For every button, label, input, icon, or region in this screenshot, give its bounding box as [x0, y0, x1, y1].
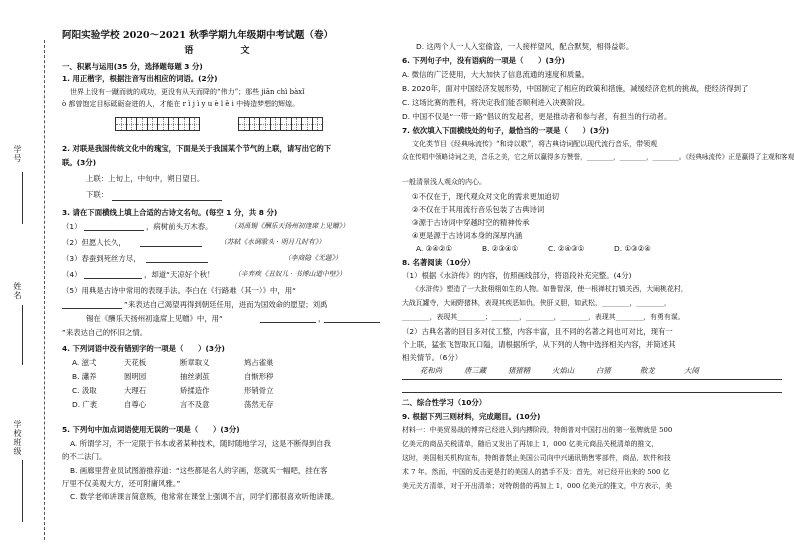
q7-choice[interactable]: B. ②③④①: [482, 244, 519, 253]
q3-5-text-4: ”来表达自己的怀旧之情。: [62, 328, 148, 337]
q3-2-source: （苏轼《水调歌头 · 明月几时有》）: [220, 238, 326, 246]
class-line: [22, 460, 23, 522]
name-line: [22, 305, 23, 365]
q2-answer-line[interactable]: [112, 200, 222, 201]
q4-option-word: 圆明园: [124, 372, 147, 381]
q1-answer-grid-2[interactable]: [238, 117, 322, 131]
q4-option-label[interactable]: C. 汲取: [72, 386, 97, 395]
q7-sentence: ①不仅在于，现代观众对文化的需求更加迫切: [412, 192, 560, 201]
q8-passage-3: ________，表现其________；________，________，________，表现其________，有勇有谋。: [402, 313, 685, 321]
q4-option-word: 荡然无存: [244, 400, 274, 409]
subject-title: 语 文: [184, 46, 272, 56]
q4-option-label[interactable]: A. 滋弌: [72, 358, 97, 367]
q7-passage-2: 众在传唱中领略诗词之美，音乐之美，它之所以赢得多方赞誉，________，________，________。《经典咏流传》正是赢得了主观和客观: [402, 153, 794, 161]
binding-margin: [0, 0, 60, 550]
q4-option-label[interactable]: D. 广袤: [72, 400, 98, 409]
section-2-heading: 二、综合性学习（10分）: [402, 398, 487, 407]
q3-1-text: ，病树前头万木春。: [146, 222, 213, 231]
q4-option-word: 矫揉造作: [180, 386, 210, 395]
q8-name-option: 火焰山: [552, 366, 575, 375]
q2-stem-cont: 联。(3分): [62, 158, 97, 167]
q4-option-word: 言不及意: [180, 400, 210, 409]
q7-passage-1: 文化类节目《经典咏流传》“和诗以歌”，将古典诗词配以现代流行音乐，带领观: [412, 140, 658, 148]
q4-option-word: 大理石: [124, 386, 147, 395]
q8-answer-line-2[interactable]: [402, 392, 782, 393]
q8-name-option: 唐三藏: [464, 366, 487, 375]
q4-option-word: 天花板: [124, 358, 147, 367]
seal-line: [44, 40, 45, 540]
q7-stem: 7. 依次填入下面横线处的句子，最恰当的一项是（ ）(3分): [402, 126, 610, 135]
q3-5-text-2: ”来表达自己渴望再得到朝廷任用，进而为国效命的愿望；刘禹: [124, 300, 328, 309]
q6-option-d[interactable]: D. 中国不仅是“一带一路”倡议的发起者，更是推动者和参与者，有担当的行动者。: [402, 112, 672, 121]
q3-4-blank[interactable]: [84, 278, 142, 279]
q3-1-blank[interactable]: [84, 230, 144, 231]
q7-choice[interactable]: D. ①③②④: [614, 244, 651, 253]
q7-sentence: ④更是源于古诗词本身的深厚内涵: [412, 231, 523, 240]
q5-option-c[interactable]: C. 数学老师讲课言简意赅，他常常在课堂上强调不言，同学们都很喜欢听他讲课。: [70, 492, 339, 501]
q5-option-a-cont: 的不二法门。: [62, 452, 107, 461]
q6-option-a[interactable]: A. 微信的广泛使用，大大加快了信息流通的速度和质量。: [402, 70, 590, 79]
q1-answer-grid-1[interactable]: [115, 117, 199, 131]
q9-material-1-line-5: 美元关方清单，对于开出清单；对特朗普的再加上 1，000 亿美元的推文，中方表示，美: [402, 482, 672, 490]
class-label: 学校班级: [13, 420, 22, 456]
q8-passage-2: 大战瓦罐寺，大闹野猪林，表现其疾恶如仇，侠肝义胆，如武松，________，________，: [402, 299, 671, 307]
q3-3-text: （3）春蚕到死丝方尽，: [62, 254, 141, 263]
q3-2-blank[interactable]: [140, 246, 202, 247]
q8-part2-cont: 个上联，猛张飞智取瓦口隘，请根据所学，从下列的人物中选择相关内容，并简述其: [402, 340, 676, 349]
section-1-heading: 一、积累与运用(35 分，选择题每题 3 分): [62, 62, 203, 71]
q3-1-source: （刘禹锡《酬乐天扬州初逢席上见赠》）: [230, 222, 349, 230]
q3-5-blank-3[interactable]: [324, 322, 380, 323]
q1-line1: 世界上没有一蹴而就的成功，更没有从天而降的“伟力”；那些 jiān chì bàxǐ: [70, 88, 305, 96]
q3-5-text: （5）用典是古诗中常用的表现手法。李白在《行路难（其一）》中，用“: [62, 286, 296, 295]
q4-option-word: 自尊心: [124, 400, 147, 409]
q5-option-b[interactable]: B. 画廊里营业员试图游推荐道：“这些都是名人的字画，您就买一幅吧，挂在客: [70, 466, 328, 475]
q2-stem: 2. 对联是我国传统文化中的瑰宝，下面是关于我国某个节气的上联，请写出它的下: [62, 144, 332, 153]
q3-4-text: ，却道“天凉好个秋！: [144, 270, 215, 279]
q6-option-b[interactable]: B. 2020年，面对中国经济发展形势，中国制定了相应的政策和措施，减缓经济危机的挑战，使经济得到了: [402, 84, 749, 93]
name-label: 姓名: [13, 282, 22, 300]
q9-stem: 9. 根据下列三则材料，完成题目。(10分): [402, 412, 541, 421]
q5-option-b-cont: 厅里不仅美观大方，还可附庸风雅。”: [62, 479, 181, 488]
q9-material-1-line-1: 材料一：中美贸易战的博弈已经进入到内搏阶段，特朗普对中国打出的第一张牌就是 500: [402, 426, 673, 434]
q9-material-1-line-4: 术 7 年。然而，中国的反击更是打的美国人的措手不及：首先，对已经开出来的 500 亿: [402, 468, 670, 476]
q5-stem: 5. 下列句中加点词语使用无误的一项是（ ）(3分): [62, 425, 240, 434]
q8-name-option: 猪猪精: [508, 366, 531, 375]
q8-name-option: 大闹: [684, 366, 699, 375]
q8-stem: 8. 名著阅读（10分）: [402, 258, 475, 267]
q8-name-option: 花和尚: [420, 366, 443, 375]
q5-option-a[interactable]: A. 所谓学习，不一定限于书本或者某种技术，随时随地学习，这是不断得到自我: [70, 439, 331, 448]
q8-part1: （1）根据《水浒传》的内容，仿照画线部分，将语段补充完整。(4分): [402, 271, 632, 280]
q3-1-prefix: （1）: [62, 222, 82, 231]
q4-option-label[interactable]: B. 瀟养: [72, 372, 97, 381]
q1-line2: ò 都曾饱定目标砥砺奋进的人，才能在 r ì j ì y u è l ě i 中铸造梦想的辉煌。: [62, 100, 300, 108]
q3-4-source: （辛弃疾《丑奴儿 · 书博山道中壁》）: [234, 270, 346, 278]
exam-title: 阿阳实验学校 2020～2021 秋季学期九年级期中考试题（卷）: [62, 30, 334, 41]
q4-option-word: 抽丝剥茧: [180, 372, 210, 381]
q3-4-prefix: （4）: [62, 270, 82, 279]
q3-3-blank[interactable]: [146, 262, 208, 263]
q2-lower-label: 下联：: [86, 190, 109, 199]
q4-option-word: 形销骨立: [244, 386, 274, 395]
q4-option-word: 鸠占雀巢: [244, 358, 274, 367]
q3-5-comma: ，: [318, 314, 326, 323]
q6-option-c[interactable]: C. 这场比赛的胜利，将决定我们能否顺利进入决赛阶段。: [402, 98, 590, 107]
q8-part2: （2）古典名著的回目多对仗工整，内容丰富，且不同的名著之间也可对比，现有一: [402, 327, 673, 336]
q7-sentence: ③源于古诗词中穿越时空的精神传承: [412, 218, 530, 227]
q4-option-word: 断章取义: [180, 358, 210, 367]
q7-choice[interactable]: C. ②④③①: [548, 244, 585, 253]
q2-upper-couplet: 上联：上旬上，中旬中，朔日望日。: [86, 174, 205, 183]
q3-stem: 3. 请在下面横线上填上合适的古诗文名句。(每空 1 分，共 8 分): [62, 208, 278, 217]
q5-option-d[interactable]: D. 这两个人一人入室偷盗，一人接样望风，配合默契，相得益彰。: [416, 42, 634, 51]
q1-stem: 1. 用正楷字，根据注音写出相应的词语。(2分): [62, 74, 218, 83]
q7-choice[interactable]: A. ③④②①: [416, 244, 453, 253]
student-id-label: 学号: [13, 145, 22, 163]
q7-sentence: ②不仅在于其用流行音乐包装了古典诗词: [412, 205, 545, 214]
q9-material-1-line-2: 亿美元的商品关税清单，随后又发出了再加上 1，000 亿美元商品关税清单的推文，: [402, 440, 659, 448]
q8-name-option: 白猪: [596, 366, 611, 375]
q3-3-source: （李商隐《无题》）: [284, 254, 342, 262]
q4-stem: 4. 下列词语中没有错别字的一项是（ ）(3分): [62, 344, 225, 353]
q6-stem: 6. 下列句子中，没有语病的一项是（ ）(3分): [402, 56, 565, 65]
q8-passage-1: 《水浒传》塑造了一大批栩栩如生的人物。如鲁智深，使一根禅杖打镇关西，大闹桃花村，: [412, 285, 688, 293]
q3-2-text: （2）但愿人长久，: [62, 238, 126, 247]
q8-part2-cont-2: 相关情节。（6分）: [402, 353, 463, 362]
q3-5-blank-2[interactable]: [260, 322, 316, 323]
q8-name-option: 散龙: [640, 366, 655, 375]
q7-passage-3: 一般清景浅人观众的内心。: [402, 178, 486, 186]
q4-option-word: 自惭形秽: [244, 372, 274, 381]
student-id-line: [22, 172, 23, 224]
q3-5-blank-1[interactable]: [62, 308, 122, 309]
q8-answer-line-1[interactable]: [402, 379, 782, 380]
q9-material-1-line-3: 这时，美国相关机构宣布，特朗普禁止美国公司向中兴通讯销售零部件，商品，软件和技: [402, 454, 671, 462]
q3-5-text-3: 锡在《酬乐天扬州初逢席上见赠》中，用“: [86, 314, 223, 323]
